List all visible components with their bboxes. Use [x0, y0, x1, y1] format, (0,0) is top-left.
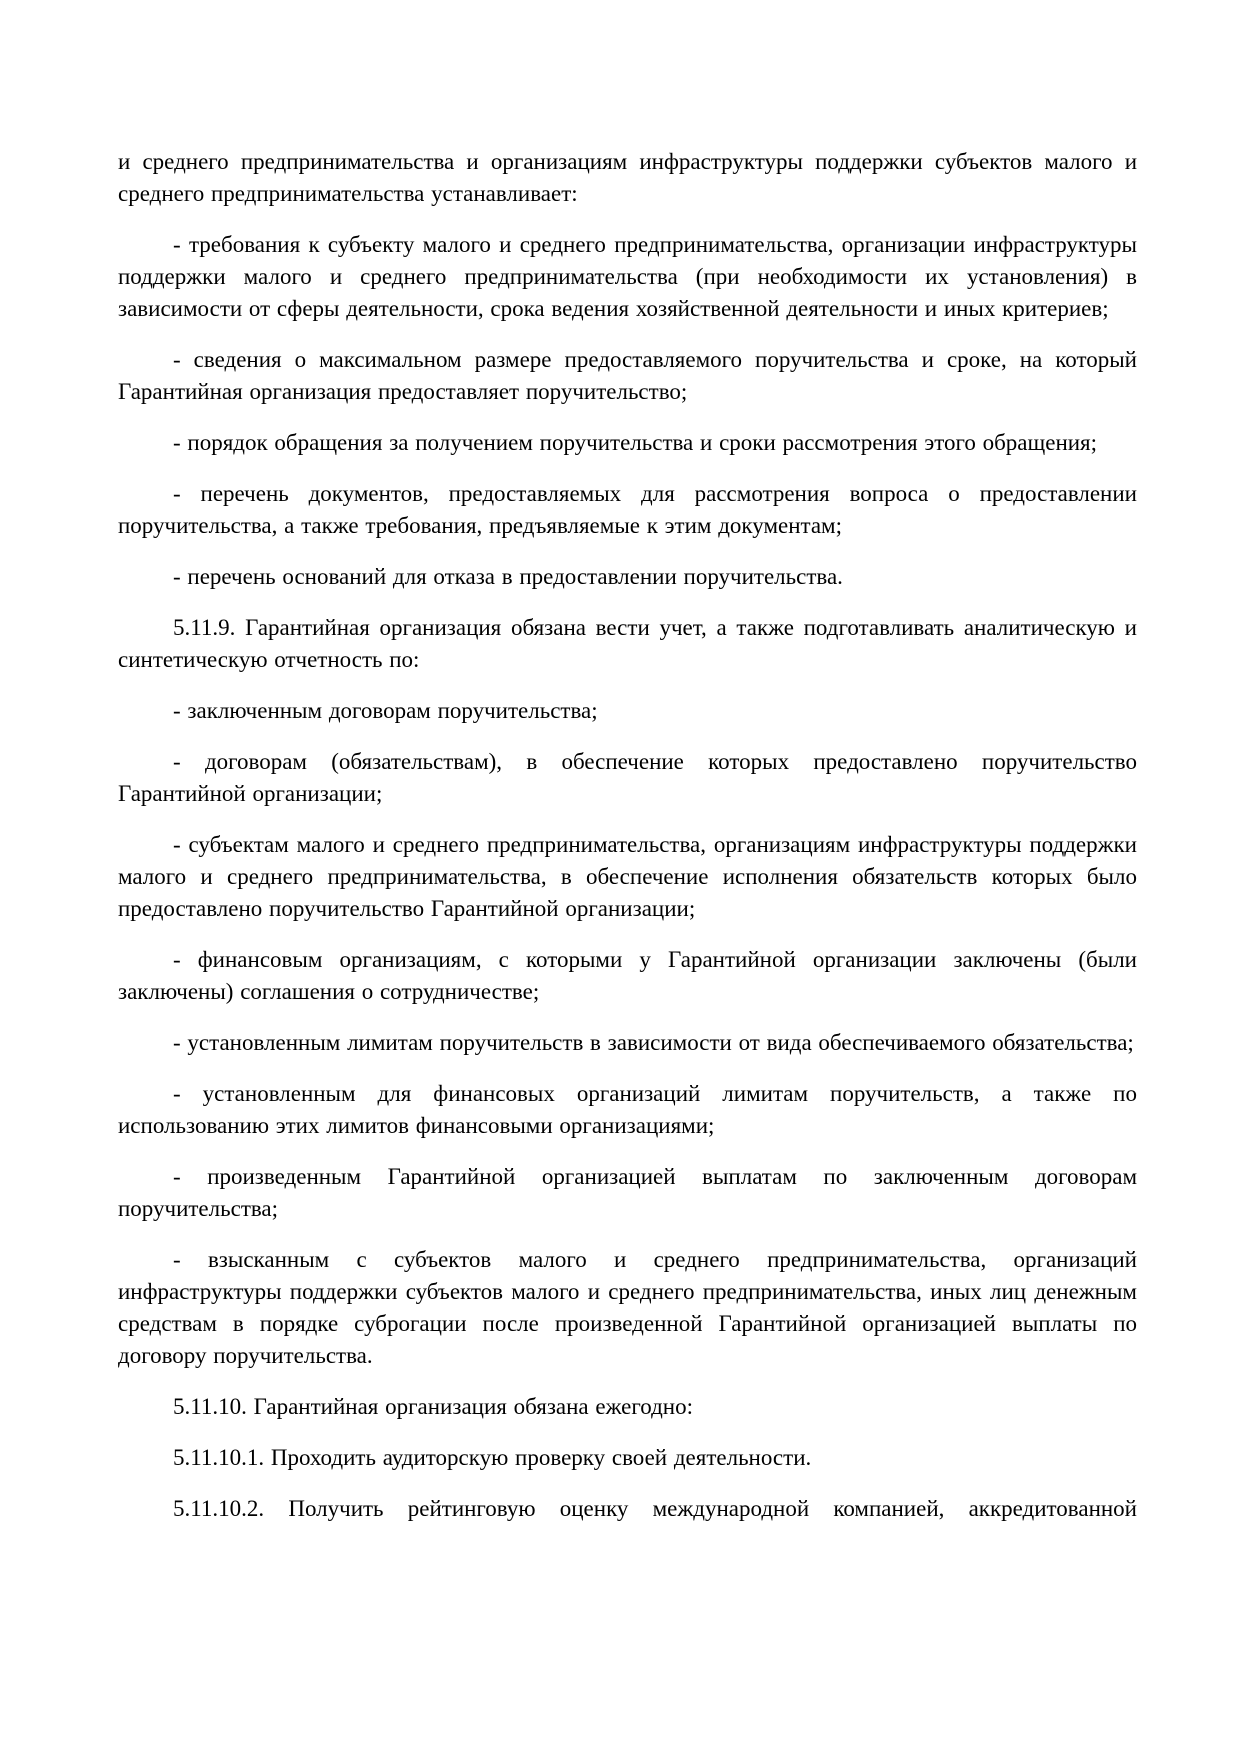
- paragraph: - требования к субъекту малого и среднего предпринимательства, организации инфраструктуры поддержки малого и среднего предпринимательства (при необходимости их установления) в зависимости от сферы деятельности, срока ведения хозяйственной деятельности и иных критериев;: [118, 232, 1137, 321]
- paragraph: - установленным лимитам поручительств в зависимости от вида обеспечиваемого обязательства;: [173, 1030, 1134, 1055]
- document-body: [118, 146, 1137, 1525]
- paragraph: - произведенным Гарантийной организацией выплатам по заключенным договорам поручительства;: [118, 1164, 1137, 1221]
- paragraph: - договорам (обязательствам), в обеспечение которых предоставлено поручительство Гарантийной организации;: [118, 749, 1137, 806]
- paragraph: 5.11.10.1. Проходить аудиторскую проверку своей деятельности.: [173, 1445, 812, 1470]
- paragraph: 5.11.10.2. Получить рейтинговую оценку международной компанией, аккредитованной: [173, 1496, 1137, 1521]
- paragraph: 5.11.10. Гарантийная организация обязана ежегодно:: [173, 1394, 693, 1419]
- paragraph: и среднего предпринимательства и организациям инфраструктуры поддержки субъектов малого и среднего предпринимательства устанавливает:: [118, 149, 1137, 206]
- paragraph: - взысканным с субъектов малого и среднего предпринимательства, организаций инфраструктуры поддержки субъектов малого и среднего предпринимательства, иных лиц денежным средствам в порядке суброгации после произведенной Гарантийной организацией выплаты по договору поручительства.: [118, 1247, 1137, 1368]
- paragraph: - установленным для финансовых организаций лимитам поручительств, а также по использованию этих лимитов финансовыми организациями;: [118, 1081, 1137, 1138]
- paragraph: - финансовым организациям, с которыми у Гарантийной организации заключены (были заключены) соглашения о сотрудничестве;: [118, 947, 1137, 1004]
- paragraph: - перечень документов, предоставляемых для рассмотрения вопроса о предоставлении поручительства, а также требования, предъявляемые к этим документам;: [118, 481, 1137, 538]
- paragraph: - перечень оснований для отказа в предоставлении поручительства.: [173, 564, 843, 589]
- paragraph: - субъектам малого и среднего предпринимательства, организациям инфраструктуры поддержки малого и среднего предпринимательства, в обеспечение исполнения обязательств которых было предоставлено поручительство Гарантийной организации;: [118, 832, 1137, 921]
- paragraph: - порядок обращения за получением поручительства и сроки рассмотрения этого обращения;: [173, 430, 1098, 455]
- paragraph: 5.11.9. Гарантийная организация обязана вести учет, а также подготавливать аналитическую и синтетическую отчетность по:: [118, 615, 1137, 672]
- paragraph: - заключенным договорам поручительства;: [173, 698, 598, 723]
- paragraph: - сведения о максимальном размере предоставляемого поручительства и сроке, на который Гарантийная организация предоставляет поручительство;: [118, 347, 1137, 404]
